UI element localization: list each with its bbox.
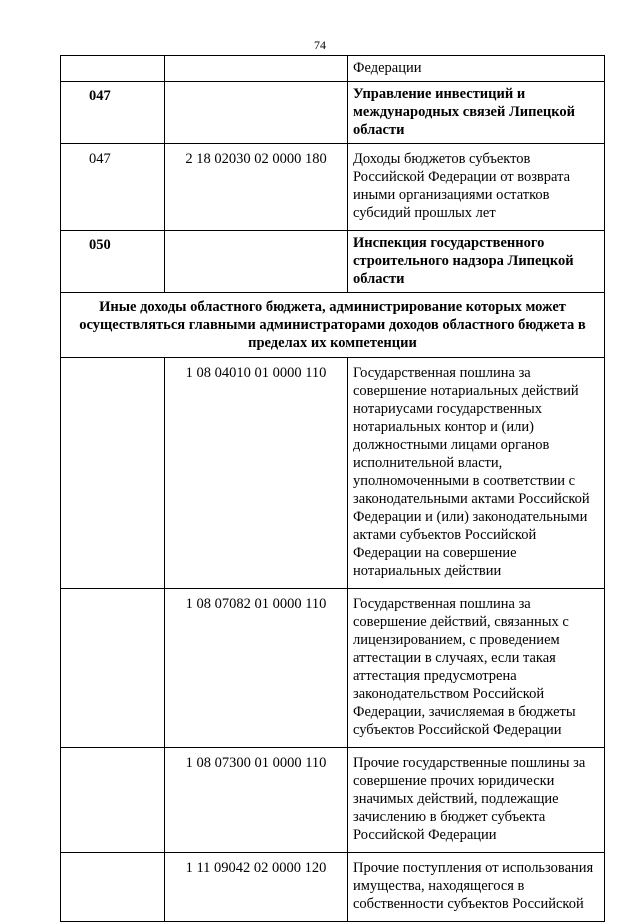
- revenue-code-cell: 1 08 04010 01 0000 110: [165, 358, 348, 589]
- table-row: [61, 358, 605, 589]
- admin-code-cell: 047: [61, 144, 165, 231]
- revenue-code-cell: [165, 56, 348, 82]
- admin-code-cell: 050: [61, 231, 165, 293]
- page-number: 74: [314, 38, 326, 52]
- section-heading-row: [61, 293, 605, 358]
- revenue-code-cell: 1 08 07300 01 0000 110: [165, 748, 348, 853]
- table-row: [61, 853, 605, 922]
- revenue-administrators-table: [60, 55, 605, 922]
- admin-code-cell: [61, 589, 165, 748]
- admin-code-cell: [61, 748, 165, 853]
- description-cell: Государственная пошлина за совершение действий, связанных с лицензированием, с проведением аттестации в случаях, если такая аттестация предусмотрена законодательством Российской Федерации, зачисляемая в бюджеты субъектов Российской Федерации: [348, 589, 605, 748]
- description-cell: Государственная пошлина за совершение нотариальных действий нотариусами государственных нотариальных контор и (или) должностными лицами органов исполнительной власти, уполномоченными в соответствии с законодательными актами Российской Федерации и (или) законодательными актами субъектов Российской Федерации на совершение нотариальных действии: [348, 358, 605, 589]
- description-cell: Доходы бюджетов субъектов Российской Федерации от возврата иными организациями остатков субсидий прошлых лет: [348, 144, 605, 231]
- admin-code-cell: 047: [61, 82, 165, 144]
- admin-code-cell: [61, 358, 165, 589]
- table-row: [61, 589, 605, 748]
- description-cell: Прочие государственные пошлины за совершение прочих юридически значимых действий, подлежащие зачислению в бюджет субъекта Российской Федерации: [348, 748, 605, 853]
- table-row: [61, 144, 605, 231]
- revenue-code-cell: 2 18 02030 02 0000 180: [165, 144, 348, 231]
- admin-code-cell: [61, 853, 165, 922]
- admin-name-cell: Инспекция государственного строительного надзора Липецкой области: [348, 231, 605, 293]
- section-heading: Иные доходы областного бюджета, администрирование которых может осуществляться главными администраторами доходов областного бюджета в пределах их компетенции: [61, 293, 605, 358]
- table-row: [61, 748, 605, 853]
- revenue-code-cell: [165, 82, 348, 144]
- description-cell: Прочие поступления от использования имущества, находящегося в собственности субъектов Российской: [348, 853, 605, 922]
- admin-code-cell: [61, 56, 165, 82]
- revenue-code-cell: [165, 231, 348, 293]
- revenue-code-cell: 1 08 07082 01 0000 110: [165, 589, 348, 748]
- description-cell: Федерации: [348, 56, 605, 82]
- table-row-continuation: [61, 56, 605, 82]
- admin-row-050: [61, 231, 605, 293]
- admin-row-047: [61, 82, 605, 144]
- admin-name-cell: Управление инвестиций и международных связей Липецкой области: [348, 82, 605, 144]
- revenue-code-cell: 1 11 09042 02 0000 120: [165, 853, 348, 922]
